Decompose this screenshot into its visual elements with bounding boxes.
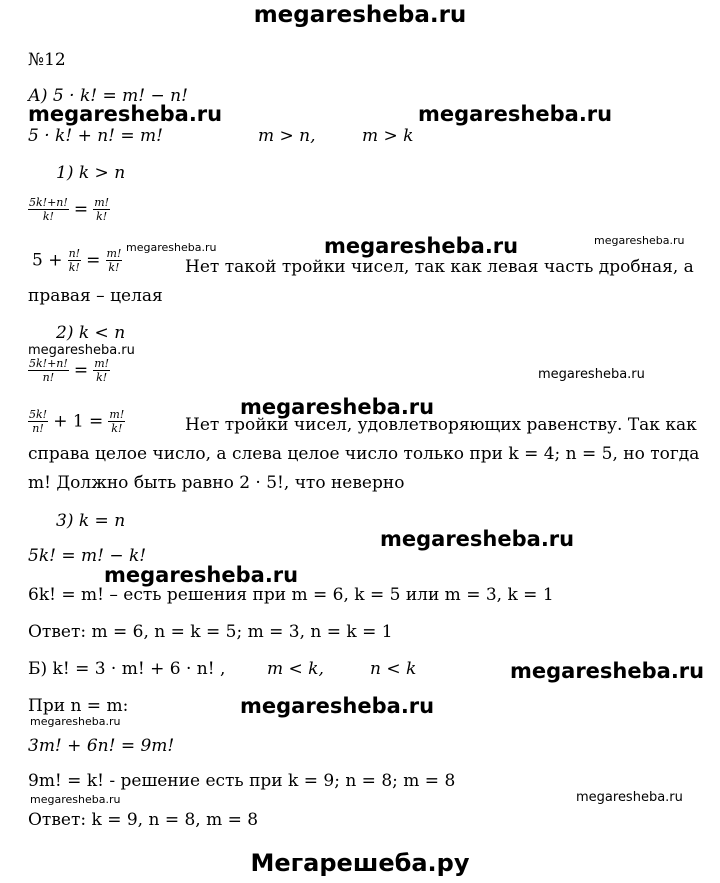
case-3-label: 3) k = n	[56, 511, 126, 531]
watermark: megaresheba.ru	[594, 234, 685, 247]
case-3-equation-2: 6k! = m! – есть решения при m = 6, k = 5 или m = 3, k = 1	[28, 585, 554, 605]
watermark: megaresheba.ru	[418, 102, 613, 126]
watermark: megaresheba.ru	[510, 659, 705, 683]
fraction-denominator: k!	[96, 210, 108, 223]
case-1-fraction-equation: $\frac{5k!+n!}{k!}$ = $\frac{m!}{k!}$	[29, 196, 110, 223]
fraction-denominator: k!	[111, 422, 123, 435]
fraction-denominator: k!	[68, 261, 80, 274]
part-b-title: Б) k! = 3 · m! + 6 · n! ,	[28, 659, 226, 679]
fraction-numerator: m!	[94, 196, 110, 209]
fraction-numerator: n!	[68, 247, 81, 260]
watermark: megaresheba.ru	[30, 793, 121, 806]
watermark: megaresheba.ru	[240, 395, 435, 419]
fraction-denominator: k!	[108, 261, 120, 274]
part-b-condition-2: n < k	[370, 659, 417, 679]
part-a-equation: 5 · k! + n! = m!	[28, 126, 163, 146]
problem-number: №12	[28, 50, 66, 70]
equation-prefix: 5 +	[32, 250, 63, 271]
fraction-denominator: k!	[96, 371, 108, 384]
fraction-numerator: m!	[109, 408, 125, 421]
case-2-label: 2) k < n	[56, 323, 126, 343]
case-1-explanation-line-1: Нет такой тройки чисел, так как левая часть дробная, а	[185, 257, 694, 277]
case-1-sum-equation: 5 + $\frac{n!}{k!}$ = $\frac{m!}{k!}$	[32, 247, 122, 274]
fraction-numerator: 5k!+n!	[29, 357, 68, 370]
watermark: megaresheba.ru	[324, 234, 519, 258]
part-a-title: А) 5 · k! = m! − n!	[28, 86, 188, 106]
watermark: megaresheba.ru	[576, 790, 683, 805]
footer-site-title: Мегарешеба.ру	[250, 849, 470, 877]
fraction-numerator: 5k!+n!	[29, 196, 68, 209]
equation-middle: + 1 =	[53, 411, 104, 432]
case-1-label: 1) k > n	[56, 163, 126, 183]
fraction-denominator: k!	[42, 210, 54, 223]
case-3-equation-1: 5k! = m! − k!	[28, 546, 147, 566]
watermark: megaresheba.ru	[30, 715, 121, 728]
part-b-answer: Ответ: k = 9, n = 8, m = 8	[28, 810, 259, 830]
part-a-answer: Ответ: m = 6, n = k = 5; m = 3, n = k = 1	[28, 622, 393, 642]
watermark: megaresheba.ru	[28, 102, 223, 126]
case-2-fraction-equation: $\frac{5k!+n!}{n!}$ = $\frac{m!}{k!}$	[29, 357, 110, 384]
watermark: megaresheba.ru	[126, 241, 217, 254]
watermark: megaresheba.ru	[240, 694, 435, 718]
part-b-condition-text: При n = m:	[28, 696, 129, 716]
part-b-equation-1: 3m! + 6n! = 9m!	[28, 736, 175, 756]
watermark: megaresheba.ru	[28, 343, 135, 358]
case-2-sum-equation	[28, 408, 125, 435]
watermark: megaresheba.ru	[380, 527, 575, 551]
fraction-denominator: n!	[32, 422, 44, 435]
watermark: megaresheba.ru	[538, 367, 645, 382]
fraction-denominator: n!	[42, 371, 55, 384]
case-2-explanation-line-2: справа целое число, а слева целое число только при k = 4; n = 5, но тогда	[28, 444, 700, 464]
part-b-condition-1: m < k,	[267, 659, 324, 679]
case-1-explanation-line-2: правая – целая	[28, 286, 163, 306]
watermark: megaresheba.ru	[104, 563, 299, 587]
part-a-condition-1: m > n,	[258, 126, 316, 146]
part-a-condition-2: m > k	[362, 126, 414, 146]
fraction-numerator: m!	[106, 247, 122, 260]
fraction-numerator: 5k!	[29, 408, 48, 421]
header-site-title: megaresheba.ru	[253, 2, 467, 28]
part-b-equation-2: 9m! = k! - решение есть при k = 9; n = 8; m = 8	[28, 771, 456, 791]
case-2-explanation-line-1: Нет тройки чисел, удовлетворяющих равенству. Так как	[185, 415, 697, 435]
fraction-numerator: m!	[94, 357, 110, 370]
case-2-explanation-line-3: m! Должно быть равно 2 · 5!, что неверно	[28, 473, 405, 493]
